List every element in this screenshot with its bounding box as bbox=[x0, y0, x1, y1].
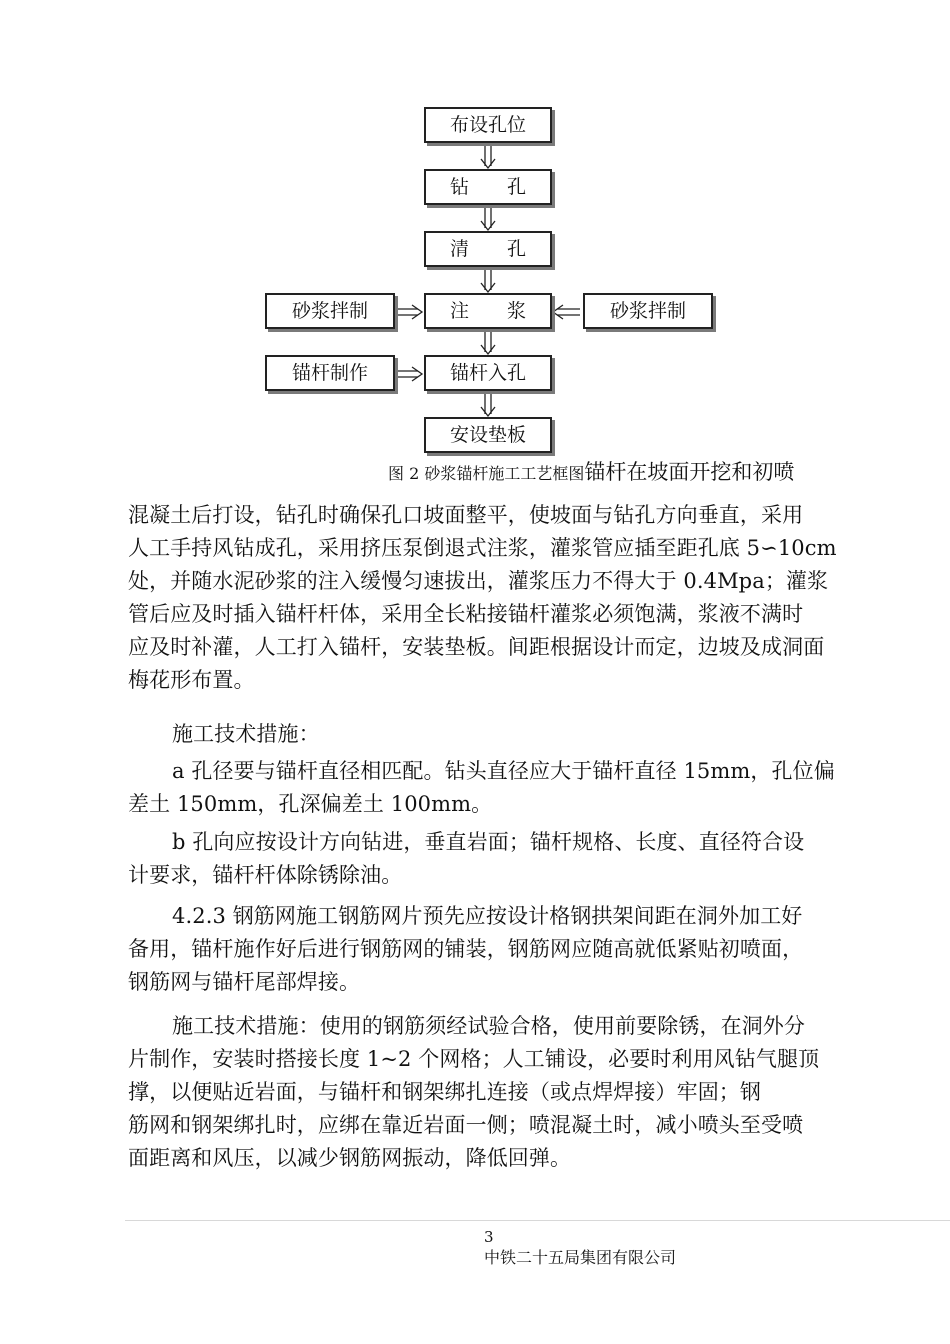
paragraph-item-b: b 孔向应按设计方向钻进，垂直岩面；锚杆规格、长度、直径符合设 计要求，锚杆杆体除锈除油。 bbox=[128, 830, 805, 887]
flow-input-mortar-right: 砂浆拌制 bbox=[583, 293, 713, 329]
paragraph-technical-measures-heading: 施工技术措施： bbox=[172, 722, 320, 746]
flow-step-clean-hole: 清 孔 bbox=[424, 231, 552, 267]
footer-company: 中铁二十五局集团有限公司 bbox=[484, 1248, 677, 1267]
flow-step-grouting: 注 浆 bbox=[424, 293, 552, 329]
page-number: 3 bbox=[484, 1228, 494, 1246]
flow-step-insert-anchor: 锚杆入孔 bbox=[424, 355, 552, 391]
arrow-down-3 bbox=[481, 267, 495, 292]
arrow-right-mortar bbox=[395, 305, 422, 319]
flow-input-anchor-fabrication: 锚杆制作 bbox=[265, 355, 395, 391]
arrow-down-1 bbox=[481, 143, 495, 168]
arrow-down-4 bbox=[481, 329, 495, 354]
flow-step-install-plate: 安设垫板 bbox=[424, 417, 552, 453]
arrow-right-anchor bbox=[395, 367, 422, 381]
arrow-left-mortar bbox=[553, 305, 580, 319]
paragraph-steel-mesh: 4.2.3 钢筋网施工钢筋网片预先应按设计格钢拱架间距在洞外加工好 备用，锚杆施作好后进行钢筋网的铺装，钢筋网应随高就低紧贴初喷面， 钢筋网与锚杆尾部焊接。 bbox=[128, 904, 804, 994]
footer-divider bbox=[125, 1220, 950, 1221]
figure-caption: 图 2 砂浆锚杆施工工艺框图锚杆在坡面开挖和初喷 bbox=[388, 460, 795, 484]
paragraph-anchor-installation: 混凝土后打设，钻孔时确保孔口坡面整平，使坡面与钻孔方向垂直，采用 人工手持风钻成孔，采用挤压泵倒退式注浆，灌浆管应插至距孔底 5∽10cm 处，并随水泥砂浆的注入缓慢匀速拔出，灌浆压力不得大于 0.4Mpa；灌浆 管后应及时插入锚杆杆体，采用全长粘接锚杆灌浆必须饱满，浆液不满时 应及时补灌，人工打入锚杆，安装垫板。间距根据设计而定，边坡及成洞面 梅花形布置。 bbox=[128, 503, 837, 692]
flow-step-lay-out-holes: 布设孔位 bbox=[424, 107, 552, 143]
flow-step-drill: 钻 孔 bbox=[424, 169, 552, 205]
arrow-down-5 bbox=[481, 391, 495, 416]
paragraph-mesh-measures: 施工技术措施：使用的钢筋须经试验合格，使用前要除锈，在洞外分 片制作，安装时搭接长度 1~2 个网格；人工铺设，必要时利用风钻气腿顶 撑，以便贴近岩面，与锚杆和钢架绑扎连接（或点焊焊接）牢固；钢 筋网和钢架绑扎时，应绑在靠近岩面一侧；喷混凝土时，减小喷头至受喷 面距离和风压，以减少钢筋网振动，降低回弹。 bbox=[128, 1014, 820, 1170]
flow-input-mortar-left: 砂浆拌制 bbox=[265, 293, 395, 329]
paragraph-item-a: a 孔径要与锚杆直径相匹配。钻头直径应大于锚杆直径 15mm，孔位偏 差土 150mm，孔深偏差土 100mm。 bbox=[128, 759, 835, 816]
arrow-down-2 bbox=[481, 205, 495, 230]
